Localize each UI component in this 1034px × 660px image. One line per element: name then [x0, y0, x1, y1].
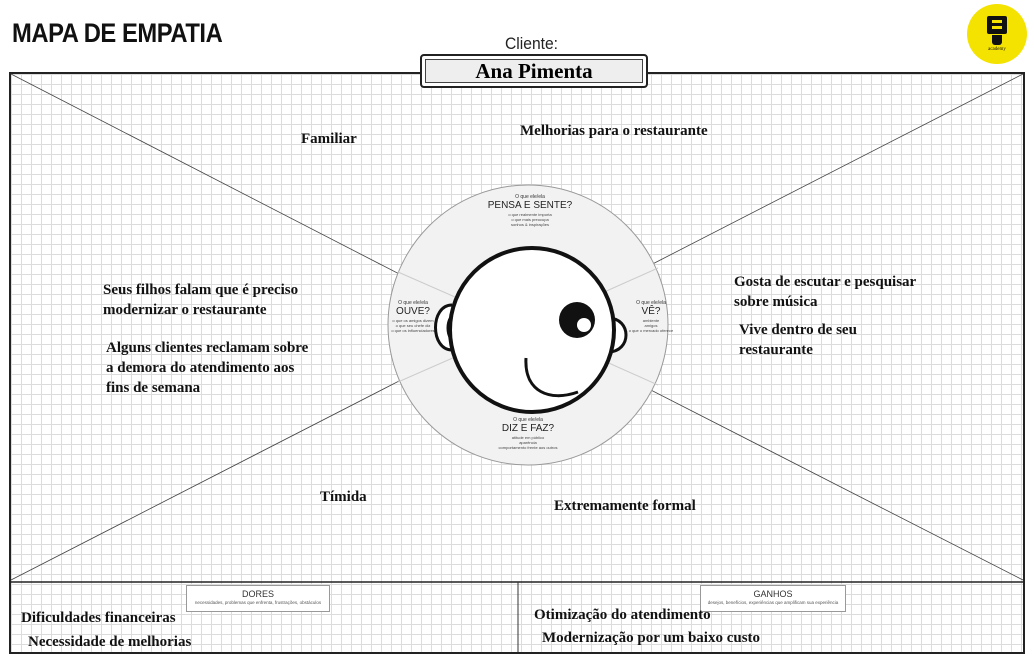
sees-hint-3: o que o mercado oferece — [628, 328, 674, 333]
pains-title: DORES — [241, 589, 274, 599]
eye-highlight — [577, 318, 591, 332]
note-vive — [739, 320, 857, 360]
hears-title: OUVE? — [396, 306, 430, 317]
note-musica — [734, 272, 916, 312]
sees-label — [624, 300, 678, 333]
says-does-hint-2: aparência — [519, 440, 537, 445]
hears-prefix: O que ele/ela — [398, 300, 428, 306]
note-musica-line-1: Gosta de escutar e pesquisar — [734, 274, 917, 290]
note-clientes-line-1: Alguns clientes reclamam sobre — [106, 340, 309, 356]
note-dificuldades: Dificuldades financeiras — [21, 610, 176, 626]
diagonal-top-right — [596, 74, 1023, 293]
diagonal-bottom-right — [596, 362, 1023, 580]
hears-hint-2: o que seu chefe diz — [395, 323, 431, 328]
sees-title: VÊ? — [641, 306, 661, 317]
thinks-feels-title: PENSA E SENTE? — [487, 200, 573, 211]
note-timida: Tímida — [320, 489, 367, 505]
gains-hint: desejos, benefícios, experiências que amplificam sua experiência — [707, 600, 839, 605]
eye-icon — [559, 302, 595, 338]
client-name: Ana Pimenta — [475, 58, 593, 83]
note-clientes-line-3: fins de semana — [106, 380, 201, 396]
note-musica-line-2: sobre música — [734, 294, 818, 310]
note-filhos-line-1: Seus filhos falam que é preciso — [103, 282, 299, 298]
note-familiar: Familiar — [301, 131, 357, 147]
page-title: MAPA DE EMPATIA — [12, 18, 223, 48]
note-necessidade: Necessidade de melhorias — [28, 634, 192, 650]
diagonal-top-left — [11, 74, 440, 295]
sees-hint-1: ambiente — [642, 318, 660, 323]
hears-label — [388, 300, 438, 333]
says-does-prefix: O que ele/ela — [513, 417, 543, 423]
thinks-feels-hint-1: o que realmente importa — [508, 212, 552, 217]
note-filhos — [103, 280, 298, 320]
thinks-feels-hint-2: o que mais preocupa — [511, 217, 549, 222]
thinks-feels-prefix: O que ele/ela — [515, 194, 545, 200]
note-clientes-line-2: a demora do atendimento aos — [106, 360, 295, 376]
note-melhorias: Melhorias para o restaurante — [520, 123, 708, 139]
sees-hint-2: amigos — [644, 323, 658, 328]
note-vive-line-1: Vive dentro de seu — [739, 322, 857, 338]
hears-hint-3: o que os influenciadores — [391, 328, 435, 333]
thinks-feels-hint-3: sonhos & inspirações — [510, 222, 550, 227]
logo-text: academy — [988, 47, 1006, 52]
pains-tag — [186, 585, 330, 612]
thinks-feels-label — [470, 194, 590, 227]
pains-hint: necessidades, problemas que enfrenta, frustrações, obstáculos — [194, 600, 322, 605]
client-label: Cliente: — [505, 34, 559, 53]
client-name-box — [420, 54, 648, 88]
note-formal: Extremamente formal — [554, 498, 696, 514]
sees-prefix: O que ele/ela — [636, 300, 666, 306]
gains-tag — [700, 585, 846, 612]
says-does-title: DIZ E FAZ? — [501, 423, 555, 434]
note-clientes — [106, 338, 308, 398]
note-modernizacao: Modernização por um baixo custo — [542, 630, 761, 646]
says-does-hint-3: comportamento frente aos outros — [498, 445, 558, 450]
says-does-label — [478, 417, 578, 450]
hears-hint-1: o que os amigos dizem — [392, 318, 434, 323]
note-filhos-line-2: modernizar o restaurante — [103, 302, 267, 318]
gains-title: GANHOS — [753, 589, 793, 599]
says-does-hint-1: atitude em público — [511, 435, 545, 440]
note-otimizacao: Otimização do atendimento — [534, 607, 711, 623]
note-vive-line-2: restaurante — [739, 342, 813, 358]
